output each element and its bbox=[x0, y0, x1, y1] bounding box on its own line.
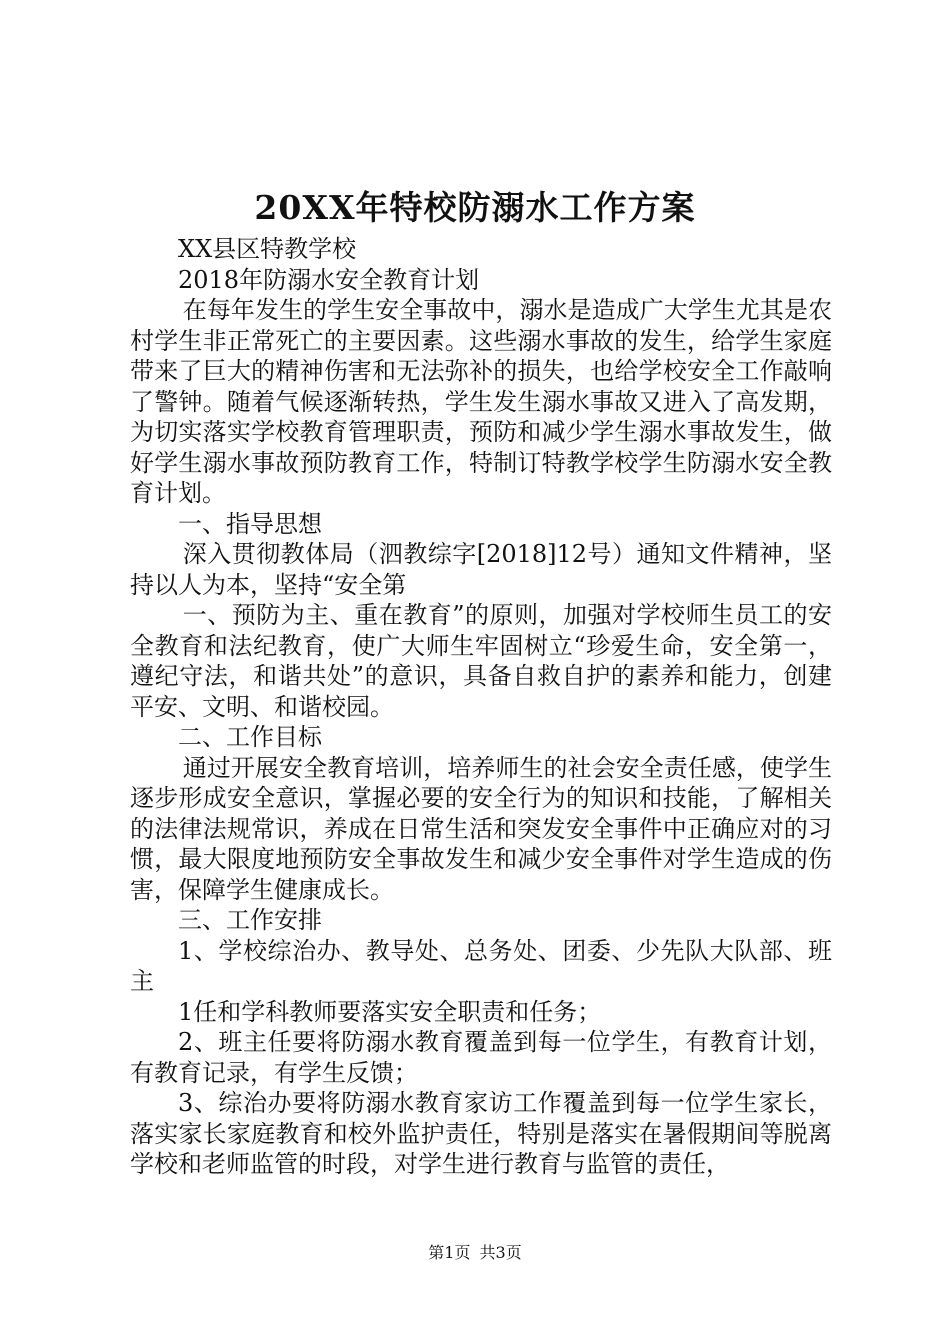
work-goal-paragraph: 通过开展安全教育培训，培养师生的社会安全责任感，使学生逐步形成安全意识，掌握必要的安全行为的知识和技能，了解相关的法律法规常识，养成在日常生活和突发安全事件中正确应对的习惯，最大限度地预防安全事故发生和减少安全事件对学生造成的伤害，保障学生健康成长。 bbox=[130, 753, 832, 904]
section-heading-work-arrangement: 三、工作安排 bbox=[178, 906, 322, 934]
document-body bbox=[130, 234, 832, 1180]
page-total: 共3页 bbox=[479, 1243, 522, 1262]
section-heading-work-goal: 二、工作目标 bbox=[178, 723, 322, 751]
page-number: 第1页 bbox=[428, 1243, 471, 1262]
guiding-thought-paragraph: 深入贯彻教体局（泗教综字[2018]12号）通知文件精神，坚持以人为本，坚持“安全第 bbox=[130, 540, 832, 599]
section-heading-guiding-thought: 一、指导思想 bbox=[178, 509, 322, 538]
school-name: XX县区特教学校 bbox=[178, 235, 357, 263]
arrangement-item-2: 2、班主任要将防溺水教育覆盖到每一位学生，有教育计划，有教育记录，有学生反馈； bbox=[130, 1028, 832, 1087]
document-title: 20XX年特校防溺水工作方案 bbox=[254, 188, 696, 227]
plan-name: 2018年防溺水安全教育计划 bbox=[178, 265, 480, 294]
arrangement-item-3: 3、综治办要将防溺水教育家访工作覆盖到每一位学生家长，落实家长家庭教育和校外监护责任，特别是落实在暑假期间等脱离学校和老师监管的时段，对学生进行教育与监管的责任， bbox=[130, 1089, 832, 1178]
page-footer bbox=[0, 1241, 950, 1265]
principle-paragraph: 一、预防为主、重在教育”的原则，加强对学校师生员工的安全教育和法纪教育，使广大师生牢固树立“珍爱生命，安全第一，遵纪守法，和谐共处”的意识，具备自救自护的素养和能力，创建平安、文明、和谐校园。 bbox=[130, 601, 832, 721]
intro-paragraph: 在每年发生的学生安全事故中，溺水是造成广大学生尤其是农村学生非正常死亡的主要因素。这些溺水事故的发生，给学生家庭带来了巨大的精神伤害和无法弥补的损失，也给学校安全工作敲响了警钟。随着气候逐渐转热，学生发生溺水事故又进入了高发期，为切实落实学校教育管理职责，预防和减少学生溺水事故发生，做好学生溺水事故预防教育工作，特制订特教学校学生防溺水安全教育计划。 bbox=[130, 296, 832, 507]
arrangement-item-1: 1、学校综治办、教导处、总务处、团委、少先队大队部、班主 bbox=[130, 936, 832, 995]
arrangement-item-1-continued: 1任和学科教师要落实安全职责和任务； bbox=[178, 997, 602, 1026]
